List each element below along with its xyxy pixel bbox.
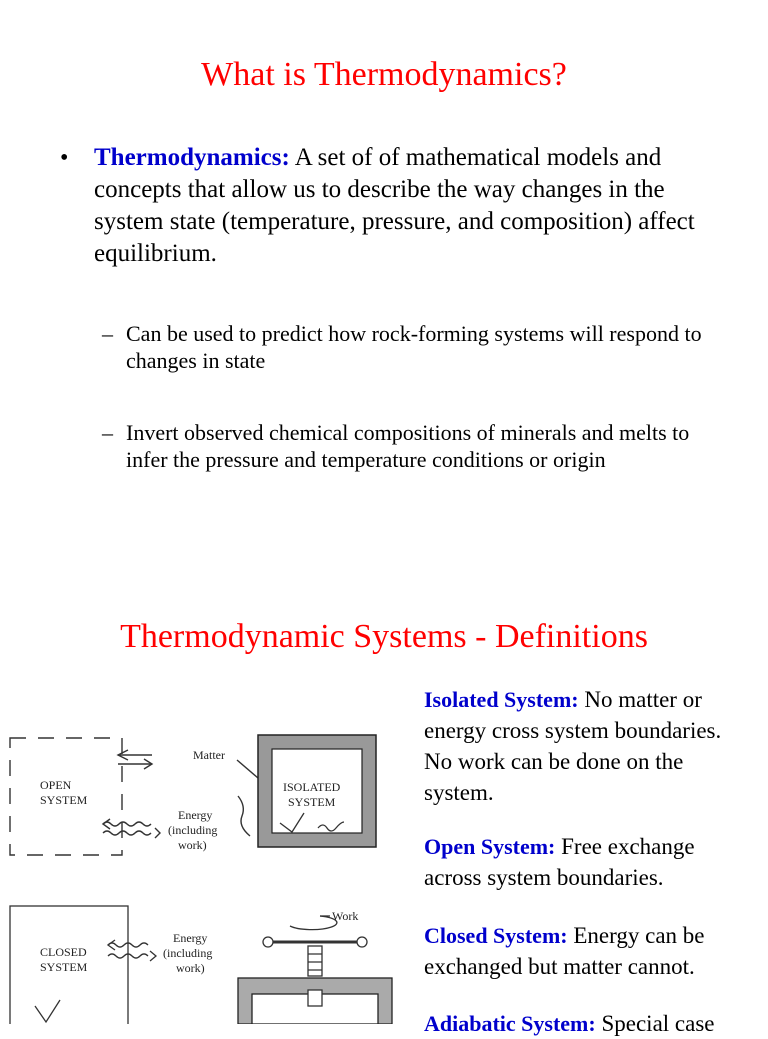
closed-energy-label-2: (including [163, 946, 213, 960]
isolated-label-2: SYSTEM [288, 795, 336, 809]
isolated-label-1: ISOLATED [283, 780, 341, 794]
sub-bullet-marker: – [102, 420, 113, 445]
slide-title-thermodynamics: What is Thermodynamics? [201, 56, 567, 93]
definition-term: Closed System: [424, 923, 568, 948]
definition-text: Energy can be exchanged but matter cannot. [424, 923, 705, 979]
definition-text: Free exchange across system boundaries. [424, 834, 695, 890]
thermodynamic-systems-diagram [0, 700, 410, 1024]
matter-label: Matter [193, 748, 225, 762]
definition-term: Isolated System: [424, 687, 579, 712]
sub-bullet-predict [102, 320, 722, 374]
definition-isolated [424, 684, 754, 808]
definition-term: Open System: [424, 834, 556, 859]
definition-text: No matter or energy cross system boundaries. No work can be done on the system. [424, 687, 722, 805]
definition-open [424, 831, 754, 893]
sub-bullet-marker: – [102, 321, 113, 346]
work-arrow [290, 916, 337, 930]
closed-label-1: CLOSED [40, 945, 87, 959]
slide-title-definitions: Thermodynamic Systems - Definitions [120, 618, 648, 655]
energy-arrow-out [103, 831, 151, 835]
sub-bullet-text: Can be used to predict how rock-forming systems will respond to changes in state [126, 321, 702, 373]
bullet-marker: • [60, 145, 69, 171]
definition-text: Special case [601, 1011, 715, 1036]
definition-closed [424, 920, 754, 982]
energy-arrow-in [103, 822, 151, 826]
main-bullet [60, 142, 700, 270]
closed-label-2: SYSTEM [40, 960, 88, 974]
definition-term: Adiabatic System: [424, 1011, 596, 1036]
open-label-2: SYSTEM [40, 793, 88, 807]
work-label: Work [332, 909, 359, 923]
energy-label-2: (including [168, 823, 218, 837]
energy-label-1: Energy [178, 808, 213, 822]
bullet-term: Thermodynamics: [94, 144, 290, 171]
bullet-text: A set of of mathematical models and concepts that allow us to describe the way changes in the system state (temperature, pressure, and composition) affect equilibrium. [94, 144, 695, 267]
open-label-1: OPEN [40, 778, 72, 792]
closed-energy-label-3: work) [176, 961, 205, 975]
sub-bullet-invert [102, 419, 722, 473]
sub-bullet-text: Invert observed chemical compositions of minerals and melts to infer the pressure and temperature conditions or origin [126, 420, 690, 472]
energy-label-3: work) [178, 838, 207, 852]
closed-energy-label-1: Energy [173, 931, 208, 945]
